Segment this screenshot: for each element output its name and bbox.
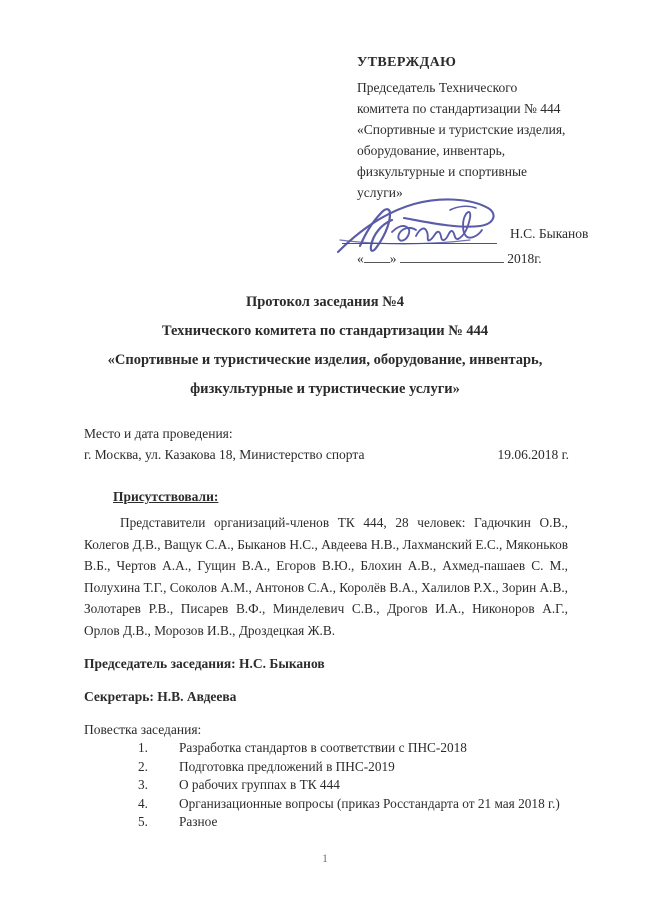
agenda-item-text: О рабочих группах в ТК 444 <box>179 777 340 792</box>
approval-line-2: комитета по стандартизации № 444 <box>357 101 561 116</box>
secretary-row: Секретарь: Н.В. Авдеева <box>84 689 237 704</box>
signature-rule <box>342 243 497 244</box>
handwritten-signature-icon <box>330 196 540 258</box>
list-item <box>138 758 598 777</box>
agenda-item-number: 4. <box>138 795 148 811</box>
title-line-1: Протокол заседания №4 <box>245 294 405 310</box>
date-quote-close: » <box>389 251 397 266</box>
approval-line-1: Председатель Технического <box>357 80 518 95</box>
officers-block <box>84 656 584 738</box>
place-address: г. Москва, ул. Казакова 18, Министерство спорта <box>84 447 365 462</box>
approval-line-4: оборудование, инвентарь, <box>357 143 506 158</box>
page-title <box>60 288 590 404</box>
place-row <box>84 444 584 465</box>
list-item <box>138 795 598 814</box>
list-item <box>138 776 598 795</box>
agenda-item-number: 3. <box>138 777 148 792</box>
agenda-list <box>138 739 598 832</box>
title-line-2: Технического комитета по стандартизации № 444 <box>161 323 489 339</box>
date-day-blank <box>364 262 390 263</box>
agenda-item-text: Подготовка предложений в ПНС-2019 <box>179 758 395 774</box>
approval-line-6: услуги» <box>357 185 403 200</box>
signatory-name: Н.С. Быканов <box>510 226 589 241</box>
attendees-text: Представители организаций-членов ТК 444, 28 человек: Гадючкин О.В., Колегов Д.В., Ващук С.А., Быканов Н.С., Авдеева Н.В., Лахманский Е.С., Мяконьков В.Б., Чертов А.А., Гущин В.А., Егоров В.Ю., Блохин А.В., Ахмед-пашаев С. М., Полухина Т.Г., Соколов А.М., Антонов С.А., Королёв В.А., Халилов Р.Х., Зорин А.В., Золотарев Р.В., Писарев В.Ф., Минделевич С.В., Дрогов И.А., Никоноров А.Г., Орлов Д.В., Морозов И.В., Дроздецкая Ж.В. <box>84 515 568 638</box>
place-and-date-block <box>84 423 584 465</box>
agenda-item-number: 1. <box>138 740 148 755</box>
meeting-date: 19.06.2018 г. <box>497 447 569 462</box>
chairman-row: Председатель заседания: Н.С. Быканов <box>84 656 325 671</box>
agenda-item-text: Разработка стандартов в соответствии с ПНС-2018 <box>179 740 467 755</box>
agenda-label: Повестка заседания: <box>84 722 202 737</box>
date-quote-open: « <box>357 251 364 266</box>
approval-line-3: «Спортивные и туристские изделия, <box>357 122 566 137</box>
title-line-3: «Спортивные и туристические изделия, оборудование, инвентарь, <box>107 352 543 368</box>
agenda-item-text: Разное <box>179 814 218 829</box>
agenda-item-number: 5. <box>138 814 148 829</box>
signature-date-line <box>357 251 542 267</box>
date-year: 2018г. <box>507 251 542 266</box>
signature-block <box>330 196 630 258</box>
list-item <box>138 813 598 832</box>
page-number: 1 <box>322 853 328 865</box>
title-line-4: физкультурные и туристические услуги» <box>190 381 460 397</box>
approval-line-5: физкультурные и спортивные <box>357 164 528 179</box>
date-month-blank <box>400 262 504 263</box>
approval-block <box>357 52 607 203</box>
attendees-heading: Присутствовали: <box>113 489 219 504</box>
agenda-item-text: Организационные вопросы (приказ Росстандарта от 21 мая 2018 г.) <box>179 795 560 811</box>
approval-title: УТВЕРЖДАЮ <box>357 55 457 70</box>
agenda-item-number: 2. <box>138 758 148 774</box>
list-item <box>138 739 598 758</box>
place-label: Место и дата проведения: <box>84 426 233 441</box>
